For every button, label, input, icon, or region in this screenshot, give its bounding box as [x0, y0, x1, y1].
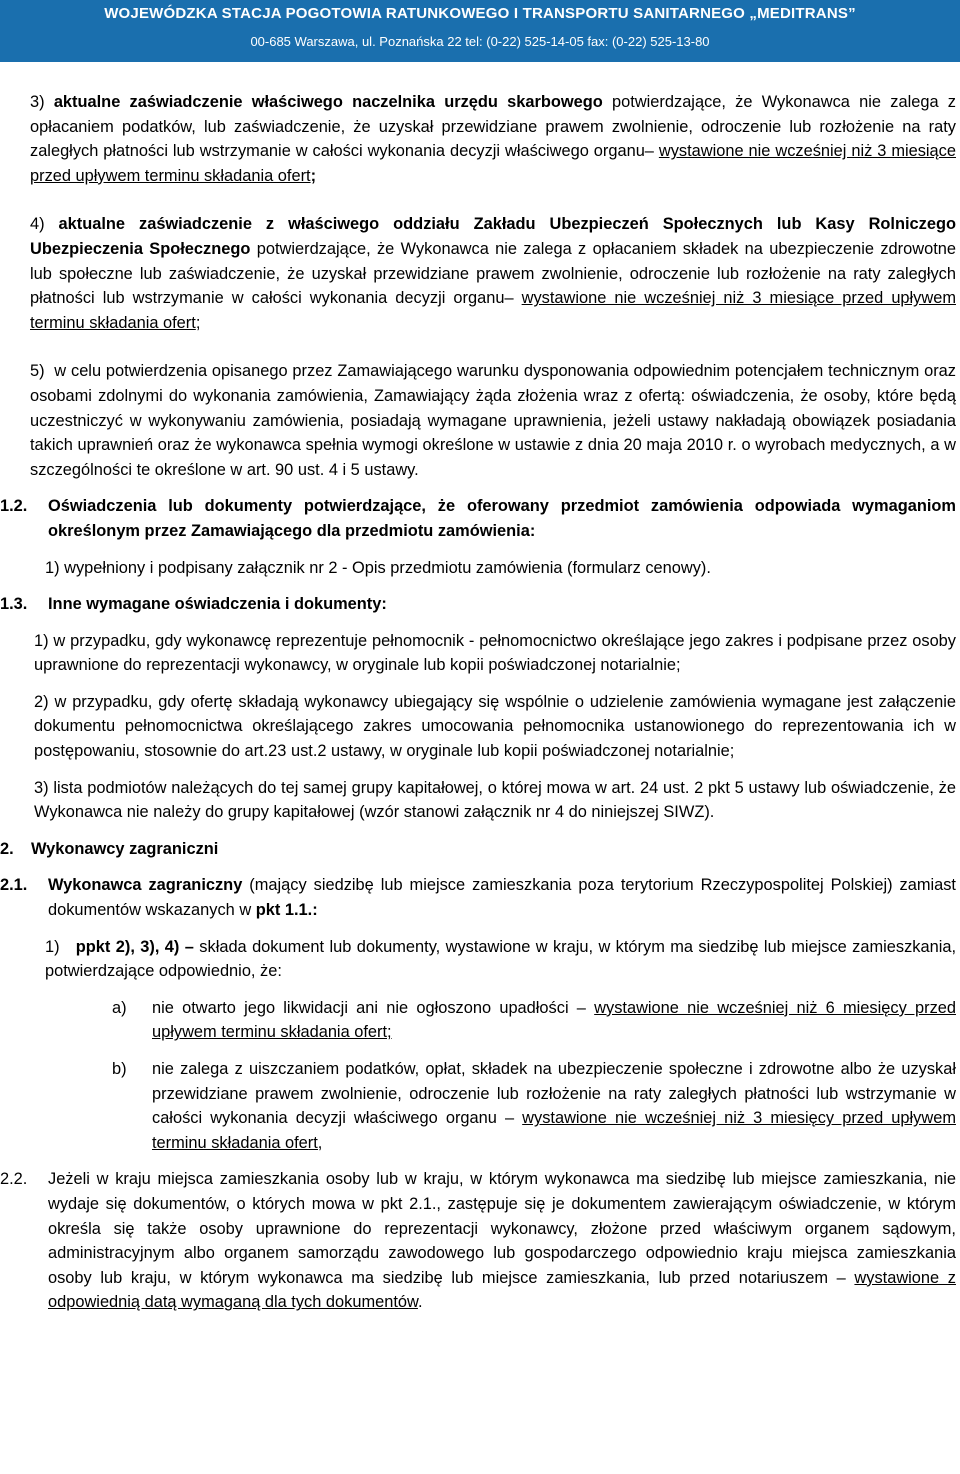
- deadline-note: wystawione nie wcześniej niż 3 miesiące przed upływem terminu składania ofert: [30, 142, 956, 185]
- paragraph-text: w celu potwierdzenia opisanego przez Zamawiającego warunku dysponowania odpowiednim potencjałem technicznym oraz osobami zdolnymi do wykonania zamówienia, Zamawiający żąda złożenia wraz z ofertą: oświadczenia, że osoby, które będą uczestniczyć w wykonywaniu zamówienia, posiadają wymagane uprawnienia, jeżeli ustawy nakładają obowiązek posiadania takich uprawnień oraz że wykonawca spełnia wymogi określone w ustawie z dnia 20 maja 2010 r. o wyrobach medycznych, a w szczególności te określone w art. 90 ust. 4 i 5 ustawy.: [30, 362, 956, 479]
- item-letter: b): [112, 1060, 127, 1078]
- item-text: nie zalega z uiszczaniem podatków, opłat, składek na ubezpieczenie społeczne i zdrowotne albo że uzyskał przewidziane prawem zwolnienie, odroczenie lub rozłożenie na raty zaległych płatności lub wstrzymanie w całości wykonania decyzji właściwego organu –: [152, 1060, 956, 1128]
- section-title: Oświadczenia lub dokumenty potwierdzające, że oferowany przedmiot zamówienia odpowiada wymaganiom określonym przez Zamawiającego dla przedmiotu zamówienia:: [48, 497, 956, 540]
- paragraph-text: potwierdzające, że Wykonawca nie zalega z opłacaniem podatków, lub zaświadczenie, że uzyskał przewidziane prawem zwolnienie, odroczenie lub rozłożenie na raty zaległych płatności lub wstrzymanie w całości wykonania decyzji właściwego organu–: [30, 93, 956, 161]
- section-number: 1.2.: [0, 497, 28, 516]
- section-number: 2.2.: [0, 1170, 28, 1189]
- bold-lead: ppkt 2), 3), 4) –: [75, 937, 194, 956]
- item-number: 1): [45, 937, 60, 956]
- bold-lead: aktualne zaświadczenie właściwego naczelnika urzędu skarbowego: [53, 93, 603, 111]
- item-text: składa dokument lub dokumenty, wystawione w kraju, w którym ma siedzibę lub miejsce zamieszkania, potwierdzające odpowiednio, że:: [45, 937, 956, 981]
- section-2-1-item-1: [30, 935, 956, 984]
- item-number: 5): [30, 362, 45, 381]
- deadline-note: wystawione z odpowiednią datą wymaganą dla tych dokumentów: [48, 1268, 956, 1312]
- punctuation: ;: [310, 166, 317, 185]
- paragraph-4: [30, 212, 956, 335]
- section-1-2: [0, 494, 956, 543]
- item-number: 4): [30, 215, 45, 234]
- item-letter: a): [112, 998, 127, 1017]
- deadline-note: wystawione nie wcześniej niż 3 miesiące przed upływem terminu składania ofert: [30, 289, 956, 332]
- bold-reference: pkt 1.1.:: [255, 901, 318, 920]
- section-text: (mający siedzibę lub miejsce zamieszkania poza terytorium Rzeczypospolitej Polskiej) zamiast dokumentów wskazanych w: [48, 876, 956, 920]
- section-2: [0, 837, 956, 862]
- deadline-note: wystawione nie wcześniej niż 6 miesięcy przed upływem terminu składania ofert;: [152, 998, 956, 1042]
- bold-lead: aktualne zaświadczenie z właściwego oddziału Zakładu Ubezpieczeń Społecznych lub Kasy Rolniczego Ubezpieczenia Społecznego: [30, 215, 956, 258]
- section-number: 2.1.: [0, 876, 28, 895]
- organization-address: 00-685 Warszawa, ul. Poznańska 22 tel: (0-22) 525-14-05 fax: (0-22) 525-13-80: [250, 34, 710, 49]
- section-text: Jeżeli w kraju miejsca zamieszkania osoby lub w kraju, w którym wykonawca ma siedzibę lub miejsce zamieszkania, nie wydaje się dokumentów, o których mowa w pkt 2.1., zastępuje się je dokumentem zawierającym oświadczenie, w którym określa się także osoby uprawnione do reprezentacji wykonawcy, złożone przed właściwym organem sądowym, administracyjnym albo organem samorządu zawodowego lub gospodarczego odpowiednio kraju miejsca zamieszkania osoby lub kraju, w którym wykonawca ma siedzibę lub miejsce zamieszkania, lub przed notariuszem –: [48, 1170, 956, 1287]
- section-title: Wykonawcy zagraniczni: [31, 839, 219, 858]
- paragraph-5: [30, 359, 956, 482]
- organization-name: WOJEWÓDZKA STACJA POGOTOWIA RATUNKOWEGO I TRANSPORTU SANITARNEGO „MEDITRANS”: [104, 5, 856, 22]
- section-1-3-item-2: 2) w przypadku, gdy ofertę składają wykonawcy ubiegający się wspólnie o udzielenie zamówienia wymagane jest załączenie dokumentu pełnomocnictwa określającego zakres umocowania pełnomocnika ustanowionego do reprezentowania ich w postępowaniu, stosownie do art.23 ust.2 ustawy, w oryginale lub kopii poświadczonej notarialnie;: [34, 692, 956, 761]
- section-1-3-item-1: 1) w przypadku, gdy wykonawcę reprezentuje pełnomocnik - pełnomocnictwo określające jego zakres i podpisane przez osoby uprawnione do reprezentacji wykonawcy, w oryginale lub kopii poświadczonej notarialnie;: [34, 631, 956, 675]
- paragraph-text: potwierdzające, że Wykonawca nie zalega z opłacaniem składek na ubezpieczenie zdrowotne lub społeczne lub zaświadczenie, że uzyskał przewidziane prawem zwolnienie, odroczenie lub rozłożenie na raty zaległych płatności lub wstrzymanie w całości wykonania decyzji organu–: [30, 239, 956, 308]
- paragraph-3: [30, 90, 956, 188]
- item-text: nie otwarto jego likwidacji ani nie ogłoszono upadłości –: [152, 998, 586, 1017]
- bold-lead: Wykonawca zagraniczny: [48, 876, 243, 895]
- section-1-3: [0, 592, 956, 617]
- sub-item-a: [30, 996, 956, 1045]
- item-number: 3): [30, 93, 45, 111]
- section-2-2: [0, 1167, 956, 1315]
- punctuation: .: [417, 1293, 423, 1312]
- section-title: Inne wymagane oświadczenia i dokumenty:: [48, 595, 387, 614]
- deadline-note: wystawione nie wcześniej niż 3 miesięcy przed upływem terminu składania ofert,: [152, 1109, 956, 1152]
- section-number: 2.: [0, 839, 14, 858]
- section-1-3-item-3: 3) lista podmiotów należących do tej samej grupy kapitałowej, o której mowa w art. 24 ust. 2 pkt 5 ustawy lub oświadczenie, że Wykonawca nie należy do grupy kapitałowej (wzór stanowi załącznik nr 4 do niniejszej SIWZ).: [34, 778, 956, 822]
- letterhead-banner: [0, 0, 960, 62]
- sub-item-b: [30, 1057, 956, 1155]
- section-2-1: [0, 873, 956, 922]
- document-body: [0, 90, 956, 1315]
- section-1-2-item-1: 1) wypełniony i podpisany załącznik nr 2 - Opis przedmiotu zamówienia (formularz cenowy).: [45, 558, 711, 577]
- punctuation: ;: [195, 313, 201, 332]
- section-number: 1.3.: [0, 595, 28, 614]
